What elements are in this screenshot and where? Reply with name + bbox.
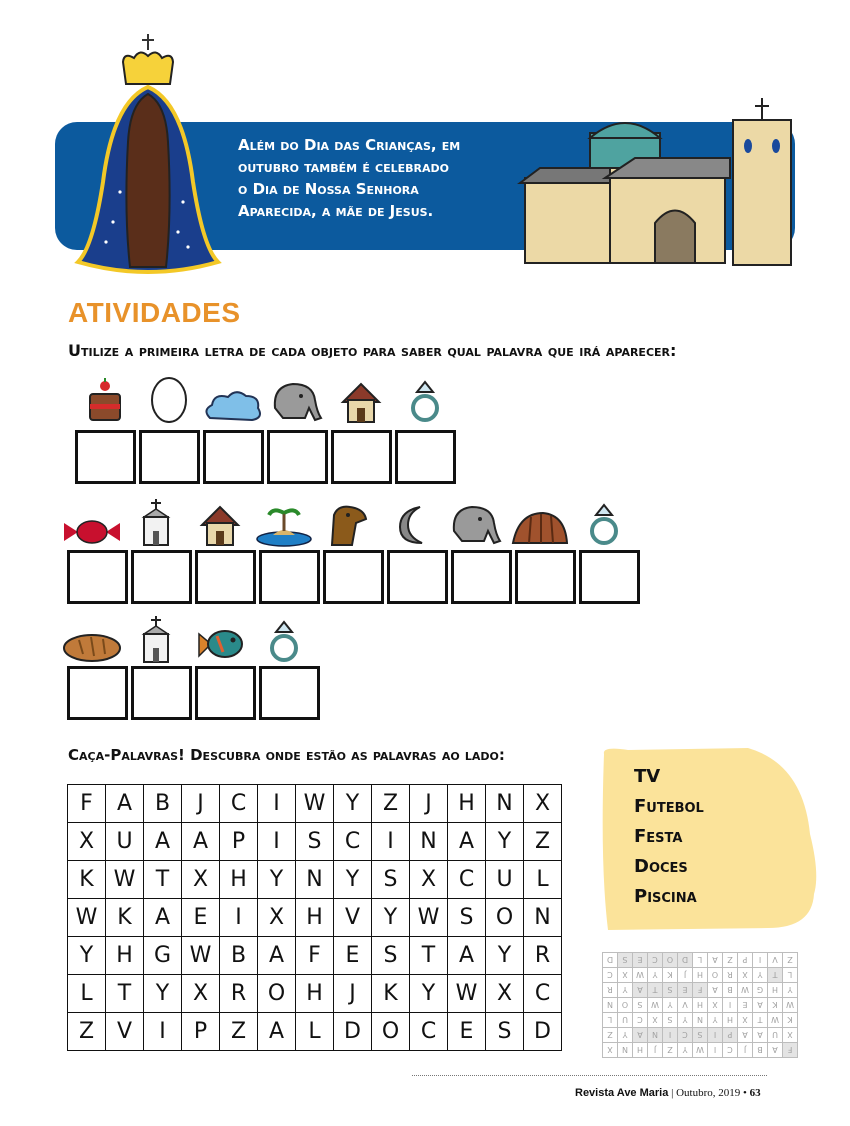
answer-cell: Y (618, 1028, 633, 1043)
grid-cell[interactable]: W (410, 899, 448, 937)
moon-icon (380, 495, 444, 547)
answer-cell: Y (753, 968, 768, 983)
answer-cell: W (693, 1043, 708, 1058)
letter-box[interactable] (67, 550, 128, 604)
letter-box[interactable] (67, 666, 128, 720)
grid-cell[interactable]: A (144, 899, 182, 937)
grid-cell[interactable]: A (182, 823, 220, 861)
grid-row (68, 861, 562, 899)
egg-icon (137, 372, 201, 424)
answer-cell: U (618, 1013, 633, 1028)
answer-cell: G (753, 983, 768, 998)
answer-cell: S (618, 953, 633, 968)
answer-cell: D (603, 953, 618, 968)
letter-box[interactable] (451, 550, 512, 604)
issue-date: Outubro, 2019 • (676, 1087, 747, 1099)
grid-cell[interactable]: L (524, 861, 562, 899)
letter-box[interactable] (203, 430, 264, 484)
grid-cell[interactable]: W (68, 899, 106, 937)
answer-cell: B (723, 983, 738, 998)
grid-cell[interactable]: I (144, 1013, 182, 1051)
grid-cell[interactable]: I (258, 785, 296, 823)
grid-cell[interactable]: C (334, 823, 372, 861)
answer-cell: C (723, 1043, 738, 1058)
answer-cell: S (693, 1028, 708, 1043)
grid-cell[interactable]: A (448, 937, 486, 975)
answer-cell: A (708, 953, 723, 968)
answer-cell: K (768, 998, 783, 1013)
answer-cell: W (738, 983, 753, 998)
word-item: TV (634, 766, 661, 787)
grid-row (68, 975, 562, 1013)
puzzle-2-answer-boxes (67, 550, 643, 604)
grid-cell[interactable]: W (296, 785, 334, 823)
grid-cell[interactable]: P (220, 823, 258, 861)
answer-cell: L (783, 968, 798, 983)
bread-icon (60, 612, 124, 664)
fish-icon (188, 612, 252, 664)
answer-cell: T (768, 968, 783, 983)
answer-cell: W (783, 998, 798, 1013)
grid-cell[interactable]: X (524, 785, 562, 823)
answer-cell: D (678, 953, 693, 968)
puzzle-3-answer-boxes (67, 666, 323, 720)
letter-box[interactable] (579, 550, 640, 604)
answer-cell: I (723, 998, 738, 1013)
grid-cell[interactable]: Z (524, 823, 562, 861)
letter-box[interactable] (259, 550, 320, 604)
answer-cell: Y (708, 1013, 723, 1028)
grid-cell[interactable]: F (68, 785, 106, 823)
answer-cell: A (768, 1043, 783, 1058)
grid-cell[interactable]: S (486, 1013, 524, 1051)
letter-box[interactable] (395, 430, 456, 484)
grid-cell[interactable]: X (68, 823, 106, 861)
answer-cell: X (738, 1013, 753, 1028)
letter-box[interactable] (515, 550, 576, 604)
grid-cell[interactable]: Y (258, 861, 296, 899)
letter-box[interactable] (131, 666, 192, 720)
answer-cell: S (633, 998, 648, 1013)
grid-cell[interactable]: E (448, 1013, 486, 1051)
answer-cell: Y (663, 998, 678, 1013)
word-list (634, 762, 704, 912)
answer-cell: I (753, 953, 768, 968)
letter-box[interactable] (139, 430, 200, 484)
answer-cell: Y (678, 1043, 693, 1058)
grid-cell[interactable]: K (106, 899, 144, 937)
letter-box[interactable] (331, 430, 392, 484)
answer-cell: Z (723, 953, 738, 968)
grid-cell[interactable]: O (486, 899, 524, 937)
answer-cell: Y (648, 968, 663, 983)
grid-cell[interactable]: H (296, 975, 334, 1013)
house-icon (329, 372, 393, 424)
answer-cell: P (723, 1028, 738, 1043)
grid-cell[interactable]: I (372, 823, 410, 861)
answer-cell: W (648, 998, 663, 1013)
grid-cell[interactable]: K (68, 861, 106, 899)
cloud-icon (201, 372, 265, 424)
island-icon (252, 495, 316, 547)
wordsearch-grid (67, 784, 562, 1051)
answer-cell: R (723, 968, 738, 983)
word-item: Futebol (634, 796, 704, 817)
grid-cell[interactable]: T (144, 861, 182, 899)
grid-cell[interactable]: Y (372, 899, 410, 937)
grid-cell[interactable]: W (182, 937, 220, 975)
letter-box[interactable] (323, 550, 384, 604)
answer-cell: S (663, 1013, 678, 1028)
answer-row (603, 983, 798, 998)
grid-cell[interactable]: D (334, 1013, 372, 1051)
answer-cell: V (768, 953, 783, 968)
grid-cell[interactable]: H (220, 861, 258, 899)
grid-cell[interactable]: A (106, 785, 144, 823)
answer-cell: N (693, 1013, 708, 1028)
grid-cell[interactable]: B (144, 785, 182, 823)
answer-cell: C (633, 1013, 648, 1028)
church-icon (124, 612, 188, 664)
answer-cell: I (663, 1028, 678, 1043)
grid-cell[interactable]: I (258, 823, 296, 861)
answer-cell: R (603, 983, 618, 998)
letter-box[interactable] (131, 550, 192, 604)
word-item: Doces (634, 856, 688, 877)
ring-icon (572, 495, 636, 547)
answer-cell: T (648, 983, 663, 998)
grid-cell[interactable]: O (372, 1013, 410, 1051)
letter-box[interactable] (195, 666, 256, 720)
grid-cell[interactable]: X (410, 861, 448, 899)
grid-cell[interactable]: B (220, 937, 258, 975)
letter-box[interactable] (267, 430, 328, 484)
section-title: ATIVIDADES (68, 297, 241, 328)
answer-cell: T (753, 1013, 768, 1028)
answer-cell: O (663, 953, 678, 968)
answer-cell: Z (783, 953, 798, 968)
answer-row (603, 953, 798, 968)
grid-row (68, 937, 562, 975)
answer-grid (602, 952, 798, 1058)
our-lady-aparecida-icon (68, 32, 228, 277)
banner-line: Aparecida, a mãe de Jesus. (238, 202, 434, 220)
answer-row (603, 1028, 798, 1043)
grid-cell[interactable]: L (68, 975, 106, 1013)
grid-cell[interactable]: A (144, 823, 182, 861)
answer-cell: B (753, 1043, 768, 1058)
elephant-icon (265, 372, 329, 424)
grid-cell[interactable]: Y (334, 861, 372, 899)
answer-cell: E (678, 983, 693, 998)
answer-cell: Y (783, 983, 798, 998)
armadillo-icon (508, 495, 572, 547)
letter-box[interactable] (387, 550, 448, 604)
banner-line: o Dia de Nossa Senhora (238, 180, 419, 198)
answer-cell: E (738, 998, 753, 1013)
grid-cell[interactable]: X (182, 861, 220, 899)
answer-cell: H (693, 968, 708, 983)
answer-cell: J (678, 968, 693, 983)
grid-cell[interactable]: Y (410, 975, 448, 1013)
grid-cell[interactable]: Y (486, 823, 524, 861)
answer-cell: V (678, 998, 693, 1013)
grid-cell[interactable]: F (296, 937, 334, 975)
answer-cell: X (618, 968, 633, 983)
grid-cell[interactable]: K (372, 975, 410, 1013)
grid-cell[interactable]: Y (144, 975, 182, 1013)
answer-cell: F (783, 1043, 798, 1058)
grid-cell[interactable]: H (448, 785, 486, 823)
house-icon (188, 495, 252, 547)
puzzle-1-answer-boxes (75, 430, 459, 484)
puzzle-1-icons (73, 372, 457, 424)
grid-cell[interactable]: P (182, 1013, 220, 1051)
answer-cell: I (708, 1043, 723, 1058)
grid-cell[interactable]: C (448, 861, 486, 899)
grid-cell[interactable]: U (106, 823, 144, 861)
answer-cell: Y (618, 983, 633, 998)
footer-divider (412, 1075, 767, 1076)
grid-cell[interactable]: T (106, 975, 144, 1013)
banner-text (238, 134, 528, 222)
answer-cell: H (768, 983, 783, 998)
grid-cell[interactable]: A (448, 823, 486, 861)
grid-cell[interactable]: C (410, 1013, 448, 1051)
grid-cell[interactable]: N (486, 785, 524, 823)
grid-cell[interactable]: J (410, 785, 448, 823)
footer (575, 1087, 761, 1099)
answer-cell: X (648, 1013, 663, 1028)
answer-cell: N (603, 998, 618, 1013)
answer-cell: A (633, 983, 648, 998)
candy-icon (60, 495, 124, 547)
grid-row (68, 899, 562, 937)
answer-cell: X (783, 1028, 798, 1043)
basilica-icon (515, 98, 805, 268)
grid-row (68, 823, 562, 861)
grid-cell[interactable]: C (524, 975, 562, 1013)
grid-cell[interactable]: D (524, 1013, 562, 1051)
elephant-icon (444, 495, 508, 547)
letter-box[interactable] (259, 666, 320, 720)
ring-icon (393, 372, 457, 424)
answer-row (603, 1013, 798, 1028)
answer-cell: O (618, 998, 633, 1013)
puzzle-2-icons (60, 495, 636, 547)
word-item: Festa (634, 826, 683, 847)
grid-cell[interactable]: G (144, 937, 182, 975)
letter-box[interactable] (195, 550, 256, 604)
instruction-text: Utilize a primeira letra de cada objeto para saber qual palavra que irá aparecer: (68, 341, 677, 360)
answer-cell: W (768, 1013, 783, 1028)
grid-cell[interactable]: L (296, 1013, 334, 1051)
answer-cell: A (633, 1028, 648, 1043)
answer-cell: K (663, 968, 678, 983)
answer-cell: H (633, 1043, 648, 1058)
wordsearch-title: Caça-Palavras! Descubra onde estão as palavras ao lado: (68, 746, 505, 764)
cake-icon (73, 372, 137, 424)
grid-cell[interactable]: V (334, 899, 372, 937)
answer-row (603, 968, 798, 983)
answer-cell: Y (678, 1013, 693, 1028)
answer-cell: C (603, 968, 618, 983)
grid-cell[interactable]: R (220, 975, 258, 1013)
banner-line: outubro também é celebrado (238, 158, 450, 176)
grid-cell[interactable]: H (296, 899, 334, 937)
page-number: 63 (749, 1087, 761, 1099)
grid-cell[interactable]: V (106, 1013, 144, 1051)
grid-cell[interactable]: S (372, 861, 410, 899)
answer-cell: I (708, 1028, 723, 1043)
magazine-name: Revista Ave Maria (575, 1087, 669, 1099)
grid-cell[interactable]: Z (372, 785, 410, 823)
grid-cell[interactable]: N (296, 861, 334, 899)
answer-cell: A (738, 1028, 753, 1043)
grid-cell[interactable]: R (524, 937, 562, 975)
answer-cell: N (648, 1028, 663, 1043)
answer-cell: A (753, 1028, 768, 1043)
church-icon (124, 495, 188, 547)
grid-cell[interactable]: J (334, 975, 372, 1013)
grid-cell[interactable]: X (258, 899, 296, 937)
answer-cell: J (648, 1043, 663, 1058)
dog-icon (316, 495, 380, 547)
answer-cell: S (663, 983, 678, 998)
answer-cell: X (708, 998, 723, 1013)
answer-cell: Z (663, 1043, 678, 1058)
grid-cell[interactable]: Z (220, 1013, 258, 1051)
answer-cell: A (708, 983, 723, 998)
grid-row (68, 785, 562, 823)
grid-cell[interactable]: A (258, 1013, 296, 1051)
puzzle-3-icons (60, 612, 316, 664)
answer-cell: C (678, 1028, 693, 1043)
grid-cell[interactable]: Z (68, 1013, 106, 1051)
answer-cell: O (708, 968, 723, 983)
grid-cell[interactable]: T (410, 937, 448, 975)
word-list-background (598, 744, 818, 934)
grid-cell[interactable]: A (258, 937, 296, 975)
answer-cell: K (783, 1013, 798, 1028)
grid-cell[interactable]: N (410, 823, 448, 861)
answer-cell: C (648, 953, 663, 968)
grid-cell[interactable]: W (448, 975, 486, 1013)
answer-cell: U (768, 1028, 783, 1043)
grid-cell[interactable]: S (448, 899, 486, 937)
answer-cell: Z (603, 1028, 618, 1043)
answer-cell: J (738, 1043, 753, 1058)
answer-key-thumbnail (596, 950, 798, 1058)
grid-cell[interactable]: X (486, 975, 524, 1013)
grid-cell[interactable]: S (372, 937, 410, 975)
grid-cell[interactable]: O (258, 975, 296, 1013)
grid-cell[interactable]: E (182, 899, 220, 937)
answer-cell: L (693, 953, 708, 968)
answer-cell: X (738, 968, 753, 983)
word-item: Piscina (634, 886, 697, 907)
answer-cell: H (723, 1013, 738, 1028)
grid-cell[interactable]: U (486, 861, 524, 899)
answer-cell: W (633, 968, 648, 983)
answer-cell: F (693, 983, 708, 998)
grid-cell[interactable]: J (182, 785, 220, 823)
answer-cell: E (633, 953, 648, 968)
grid-cell[interactable]: X (182, 975, 220, 1013)
grid-cell[interactable]: Y (68, 937, 106, 975)
grid-cell[interactable]: H (106, 937, 144, 975)
letter-box[interactable] (75, 430, 136, 484)
banner-line: Além do Dia das Crianças, em (238, 136, 461, 154)
ring-icon (252, 612, 316, 664)
grid-cell[interactable]: Y (334, 785, 372, 823)
answer-cell: H (693, 998, 708, 1013)
footer-separator: | (671, 1087, 674, 1099)
grid-cell[interactable]: W (106, 861, 144, 899)
grid-cell[interactable]: E (334, 937, 372, 975)
answer-cell: P (738, 953, 753, 968)
grid-cell[interactable]: N (524, 899, 562, 937)
grid-cell[interactable]: Y (486, 937, 524, 975)
grid-row (68, 1013, 562, 1051)
grid-cell[interactable]: S (296, 823, 334, 861)
answer-cell: X (603, 1043, 618, 1058)
answer-row (603, 1043, 798, 1058)
answer-row (603, 998, 798, 1013)
grid-cell[interactable]: C (220, 785, 258, 823)
answer-cell: N (618, 1043, 633, 1058)
grid-cell[interactable]: I (220, 899, 258, 937)
answer-cell: L (603, 1013, 618, 1028)
answer-cell: A (753, 998, 768, 1013)
